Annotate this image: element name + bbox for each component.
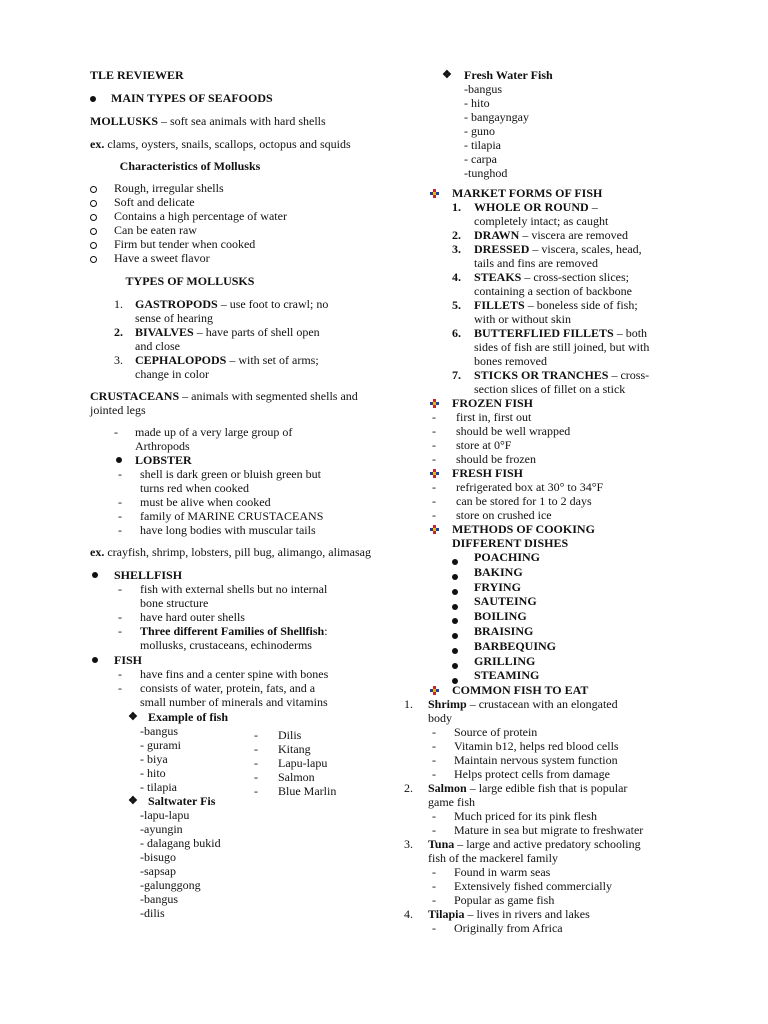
cooking-method-text: SAUTEING bbox=[474, 594, 537, 609]
page-title: TLE REVIEWER bbox=[90, 68, 184, 82]
frozen-item-text: store at 0°F bbox=[456, 438, 512, 452]
methods-heading: METHODS OF COOKING bbox=[428, 522, 690, 536]
dash-marker: - bbox=[118, 523, 122, 537]
common-fish-fact-text: Vitamin b12, helps red blood cells bbox=[454, 739, 619, 754]
common-fish-number: 2. bbox=[404, 781, 413, 796]
market-form-number: 7. bbox=[452, 368, 461, 382]
characteristic-item bbox=[90, 181, 380, 195]
type-term: BIVALVES bbox=[135, 325, 194, 339]
common-fish-fact-text: Source of protein bbox=[454, 725, 538, 740]
market-form-desc-cont: sides of fish are still joined, but with bbox=[474, 340, 650, 354]
type-term: GASTROPODS bbox=[135, 297, 218, 311]
market-form-item bbox=[428, 298, 690, 312]
side-fish-item bbox=[254, 742, 336, 756]
type-number: 1. bbox=[114, 297, 123, 311]
common-fish-name: Tuna bbox=[428, 837, 455, 852]
market-form-desc: – boneless side of fish; bbox=[524, 298, 638, 312]
circle-bullet-icon bbox=[90, 209, 97, 223]
type-desc: – use foot to crawl; no bbox=[217, 297, 329, 311]
dash-marker: - bbox=[118, 582, 122, 596]
lobster-item-text: must be alive when cooked bbox=[140, 495, 271, 509]
common-fish-fact bbox=[402, 753, 690, 767]
side-fish-item bbox=[254, 770, 336, 784]
side-fish-item-text: Dilis bbox=[278, 728, 302, 742]
market-form-desc-cont: section slices of fillet on a stick bbox=[474, 382, 626, 396]
common-fish-number: 1. bbox=[404, 697, 413, 712]
characteristic-item-text: Rough, irregular shells bbox=[114, 181, 224, 195]
crust-dash-item: - made up of a very large group of bbox=[114, 425, 293, 439]
market-form-item bbox=[428, 270, 690, 284]
dash-marker: - bbox=[118, 509, 122, 523]
fresh-item bbox=[428, 494, 690, 508]
right-column bbox=[404, 68, 690, 936]
dash-marker: - bbox=[432, 809, 436, 824]
bullet-icon bbox=[116, 457, 122, 463]
common-fish-desc-cont: body bbox=[428, 711, 452, 726]
dash-marker: - bbox=[432, 739, 436, 754]
example-fish-item: - hito bbox=[140, 766, 166, 780]
characteristics-list bbox=[90, 181, 380, 265]
fish-item-text: consists of water, protein, fats, and a bbox=[140, 681, 316, 695]
freshwater-heading: ❖ Fresh Water Fish bbox=[442, 68, 553, 82]
shellfish-families: - Three different Families of Shellfish: bbox=[118, 624, 328, 638]
common-list bbox=[402, 697, 690, 935]
type-item bbox=[90, 325, 380, 339]
dash-marker: - bbox=[432, 767, 436, 782]
market-form-desc: – both bbox=[613, 326, 648, 340]
dash-marker: - bbox=[432, 823, 436, 838]
circle-bullet-icon bbox=[90, 181, 97, 195]
characteristic-item bbox=[90, 209, 380, 223]
side-fish-item bbox=[254, 728, 336, 742]
market-form-number: 3. bbox=[452, 242, 461, 256]
frozen-item bbox=[428, 424, 690, 438]
dash-marker: - bbox=[118, 681, 122, 695]
fish-heading: FISH bbox=[90, 653, 380, 667]
type-item bbox=[90, 353, 380, 367]
market-form-desc: – viscera, scales, head, bbox=[529, 242, 642, 256]
shellfish-heading: SHELLFISH bbox=[90, 568, 380, 582]
dash-marker: - bbox=[432, 893, 436, 908]
fresh-item bbox=[428, 508, 690, 522]
common-fish-desc: – crustacean with an elongated bbox=[466, 697, 618, 712]
lobster-item bbox=[90, 509, 380, 523]
common-fish-fact bbox=[402, 725, 690, 739]
methods-heading-cont: DIFFERENT DISHES bbox=[452, 536, 569, 550]
mollusks-examples: ex. clams, oysters, snails, scallops, octopus and squids bbox=[90, 137, 351, 151]
common-fish-desc-cont: game fish bbox=[428, 795, 475, 810]
type-desc-cont: sense of hearing bbox=[135, 311, 213, 325]
market-form-term: FILLETS bbox=[474, 298, 525, 312]
saltwater-heading: ❖ Saltwater Fis bbox=[128, 794, 216, 808]
market-form-number: 5. bbox=[452, 298, 461, 312]
market-form-term: BUTTERFLIED FILLETS bbox=[474, 326, 614, 340]
example-fish-item: - gurami bbox=[140, 738, 181, 752]
market-form-item bbox=[428, 326, 690, 340]
market-form-desc: – bbox=[588, 200, 598, 214]
market-form-desc-cont: tails and fins are removed bbox=[474, 256, 598, 270]
dash-marker: - bbox=[432, 921, 436, 936]
dash-marker: - bbox=[118, 610, 122, 624]
cooking-method bbox=[428, 550, 690, 565]
characteristic-item bbox=[90, 251, 380, 265]
common-fish-fact-text: Extensively fished commercially bbox=[454, 879, 612, 894]
market-form-number: 1. bbox=[452, 200, 461, 214]
circle-bullet-icon bbox=[90, 237, 97, 251]
dash-marker: - bbox=[118, 667, 122, 681]
market-list bbox=[428, 200, 690, 396]
bullet-icon bbox=[92, 657, 98, 663]
diamond-bullet-icon: ❖ bbox=[128, 711, 138, 723]
type-number: 2. bbox=[114, 325, 123, 339]
common-fish-item bbox=[402, 697, 690, 711]
cooking-method bbox=[428, 668, 690, 683]
common-fish-fact bbox=[402, 893, 690, 907]
market-form-number: 2. bbox=[452, 228, 461, 242]
circle-bullet-icon bbox=[90, 223, 97, 237]
characteristic-item bbox=[90, 195, 380, 209]
types-list bbox=[90, 297, 380, 381]
saltwater-fish-item: - dalagang bukid bbox=[140, 836, 221, 850]
saltwater-fish-item: -sapsap bbox=[140, 864, 176, 878]
cooking-method bbox=[428, 639, 690, 654]
bullet-icon bbox=[92, 572, 98, 578]
common-fish-number: 4. bbox=[404, 907, 413, 922]
dash-marker: - bbox=[432, 452, 436, 466]
type-desc-cont: change in color bbox=[135, 367, 209, 381]
shellfish-families-cont: mollusks, crustaceans, echinoderms bbox=[140, 638, 312, 652]
type-item bbox=[90, 297, 380, 311]
fish-item-text: have fins and a center spine with bones bbox=[140, 667, 329, 681]
market-form-item bbox=[428, 368, 690, 382]
cooking-method-text: FRYING bbox=[474, 579, 521, 594]
lobster-item bbox=[90, 467, 380, 481]
cooking-method-text: BRAISING bbox=[474, 623, 534, 638]
side-fish-item bbox=[254, 756, 336, 770]
fresh-heading: FRESH FISH bbox=[428, 466, 690, 480]
market-heading: MARKET FORMS OF FISH bbox=[428, 186, 690, 200]
diamond-bullet-icon: ❖ bbox=[442, 69, 452, 81]
fresh-item-text: refrigerated box at 30° to 34°F bbox=[456, 480, 604, 494]
saltwater-list bbox=[90, 808, 380, 920]
cooking-method-text: BARBEQUING bbox=[474, 638, 557, 653]
cooking-method-text: POACHING bbox=[474, 550, 540, 564]
common-fish-fact bbox=[402, 823, 690, 837]
characteristics-heading: Characteristics of Mollusks bbox=[119, 159, 261, 173]
dash-marker: - bbox=[432, 494, 436, 508]
frozen-item-text: should be frozen bbox=[456, 452, 536, 466]
common-fish-desc: – lives in rivers and lakes bbox=[464, 907, 590, 922]
saltwater-fish-item: -galunggong bbox=[140, 878, 201, 892]
characteristic-item bbox=[90, 223, 380, 237]
dash-marker: - bbox=[254, 756, 258, 770]
market-form-term: STICKS OR TRANCHES bbox=[474, 368, 609, 382]
frozen-item bbox=[428, 452, 690, 466]
frozen-item bbox=[428, 410, 690, 424]
common-fish-fact bbox=[402, 921, 690, 935]
lobster-item-text: shell is dark green or bluish green but bbox=[140, 467, 321, 481]
dash-marker: - bbox=[432, 424, 436, 438]
market-form-item bbox=[428, 242, 690, 256]
fish-list bbox=[90, 667, 380, 709]
crustaceans-examples: ex. crayfish, shrimp, lobsters, pill bug, alimango, alimasag bbox=[90, 545, 371, 559]
example-fish-item: - tilapia bbox=[140, 780, 177, 794]
characteristic-item bbox=[90, 237, 380, 251]
fish-item-cont: small number of minerals and vitamins bbox=[140, 695, 328, 709]
common-fish-name: Shrimp bbox=[428, 697, 467, 712]
common-fish-item bbox=[402, 781, 690, 795]
freshwater-fish-item: -bangus bbox=[464, 82, 502, 96]
freshwater-fish-item: - carpa bbox=[464, 152, 497, 166]
cooking-method-text: STEAMING bbox=[474, 668, 540, 683]
dash-marker: - bbox=[432, 480, 436, 494]
common-fish-fact-text: Helps protect cells from damage bbox=[454, 767, 610, 782]
side-fish-item-text: Lapu-lapu bbox=[278, 756, 328, 770]
cooking-method bbox=[428, 594, 690, 609]
colored-plus-icon bbox=[430, 686, 439, 695]
dash-marker: - bbox=[118, 467, 122, 481]
side-fish-item bbox=[254, 784, 336, 798]
type-desc: – with set of arms; bbox=[226, 353, 319, 367]
frozen-item-text: should be well wrapped bbox=[456, 424, 571, 438]
dash-marker: - bbox=[254, 770, 258, 784]
common-fish-desc: – large and active predatory schooling bbox=[454, 837, 641, 852]
fresh-item bbox=[428, 480, 690, 494]
market-form-desc-cont: with or without skin bbox=[474, 312, 572, 326]
diamond-bullet-icon: ❖ bbox=[128, 795, 138, 807]
crust-dash-item-cont: Arthropods bbox=[135, 439, 190, 453]
lobster-item bbox=[90, 495, 380, 509]
characteristic-item-text: Soft and delicate bbox=[114, 195, 195, 209]
cooking-method bbox=[428, 609, 690, 624]
freshwater-fish-item: - tilapia bbox=[464, 138, 501, 152]
dash-marker: - bbox=[432, 879, 436, 894]
left-column bbox=[90, 68, 380, 920]
main-types-heading: MAIN TYPES OF SEAFOODS bbox=[90, 91, 380, 105]
saltwater-fish-item: -bisugo bbox=[140, 850, 176, 864]
common-fish-item bbox=[402, 837, 690, 851]
dash-marker: - bbox=[254, 742, 258, 756]
common-fish-number: 3. bbox=[404, 837, 413, 852]
bullet-icon bbox=[90, 96, 96, 102]
fresh-list bbox=[428, 480, 690, 522]
common-fish-fact-text: Mature in sea but migrate to freshwater bbox=[454, 823, 644, 838]
common-fish-name: Tilapia bbox=[428, 907, 465, 922]
circle-bullet-icon bbox=[90, 251, 97, 265]
colored-plus-icon bbox=[430, 469, 439, 478]
fresh-item-text: store on crushed ice bbox=[456, 508, 552, 522]
market-form-item bbox=[428, 200, 690, 214]
characteristic-item-text: Firm but tender when cooked bbox=[114, 237, 256, 251]
saltwater-fish-item: -bangus bbox=[140, 892, 178, 906]
cooking-method bbox=[428, 654, 690, 669]
cooking-method-text: GRILLING bbox=[474, 653, 536, 668]
shellfish-list bbox=[90, 582, 380, 624]
dash-marker: - bbox=[432, 438, 436, 452]
dash-marker: - bbox=[432, 865, 436, 880]
shellfish-item-text: have hard outer shells bbox=[140, 610, 245, 624]
shellfish-item bbox=[90, 582, 380, 596]
fish-item bbox=[90, 681, 380, 695]
lobster-list bbox=[90, 467, 380, 537]
type-term: CEPHALOPODS bbox=[135, 353, 227, 367]
market-form-term: DRESSED bbox=[474, 242, 530, 256]
dash-marker: - bbox=[254, 784, 258, 798]
dash-marker: - bbox=[432, 410, 436, 424]
characteristic-item-text: Contains a high percentage of water bbox=[114, 209, 287, 223]
market-form-desc: – cross- bbox=[608, 368, 650, 382]
cooking-method bbox=[428, 580, 690, 595]
cooking-method bbox=[428, 565, 690, 580]
freshwater-fish-item: -tunghod bbox=[464, 166, 508, 180]
side-list bbox=[254, 728, 336, 798]
common-fish-fact bbox=[402, 809, 690, 823]
common-fish-fact bbox=[402, 865, 690, 879]
saltwater-fish-item: -dilis bbox=[140, 906, 165, 920]
common-fish-fact bbox=[402, 767, 690, 781]
cooking-method-text: BAKING bbox=[474, 564, 523, 579]
type-desc: – have parts of shell open bbox=[193, 325, 320, 339]
shellfish-item-text: fish with external shells but no internal bbox=[140, 582, 328, 596]
example-heading: ❖ Example of fish bbox=[128, 710, 229, 724]
lobster-item-text: family of MARINE CRUSTACEANS bbox=[140, 509, 324, 523]
characteristic-item-text: Have a sweet flavor bbox=[114, 251, 210, 265]
side-fish-item-text: Kitang bbox=[278, 742, 311, 756]
circle-bullet-icon bbox=[90, 195, 97, 209]
common-fish-name: Salmon bbox=[428, 781, 467, 796]
saltwater-fish-item: -ayungin bbox=[140, 822, 183, 836]
lobster-item-text: have long bodies with muscular tails bbox=[140, 523, 316, 537]
example-fish-item: - biya bbox=[140, 752, 168, 766]
dash-marker: - bbox=[118, 495, 122, 509]
market-form-desc: – cross-section slices; bbox=[521, 270, 630, 284]
market-form-number: 4. bbox=[452, 270, 461, 284]
colored-plus-icon bbox=[430, 189, 439, 198]
types-heading: TYPES OF MOLLUSKS bbox=[125, 274, 255, 288]
common-fish-fact bbox=[402, 879, 690, 893]
market-form-term: STEAKS bbox=[474, 270, 522, 284]
market-form-desc-cont: containing a section of backbone bbox=[474, 284, 632, 298]
fresh-item-text: can be stored for 1 to 2 days bbox=[456, 494, 592, 508]
dash-marker: - bbox=[432, 508, 436, 522]
dash-marker: - bbox=[254, 728, 258, 742]
type-number: 3. bbox=[114, 353, 123, 367]
lobster-item-cont: turns red when cooked bbox=[140, 481, 249, 495]
freshwater-fish-item: - bangayngay bbox=[464, 110, 529, 124]
colored-plus-icon bbox=[430, 399, 439, 408]
example-fish-item: -bangus bbox=[140, 724, 178, 738]
crustaceans-definition: CRUSTACEANS – animals with segmented shells and jointed legs bbox=[90, 389, 358, 417]
methods-list bbox=[428, 550, 690, 683]
type-desc-cont: and close bbox=[135, 339, 180, 353]
lobster-heading: LOBSTER bbox=[90, 453, 380, 467]
fish-examples bbox=[90, 710, 380, 920]
frozen-item-text: first in, first out bbox=[456, 410, 532, 424]
common-fish-fact-text: Found in warm seas bbox=[454, 865, 551, 880]
freshwater-fish-item: - hito bbox=[464, 96, 490, 110]
shellfish-item-cont: bone structure bbox=[140, 596, 209, 610]
frozen-item bbox=[428, 438, 690, 452]
common-fish-desc: – large edible fish that is popular bbox=[466, 781, 628, 796]
frozen-heading: FROZEN FISH bbox=[428, 396, 690, 410]
cooking-method-text: BOILING bbox=[474, 609, 527, 624]
saltwater-fish-item: -lapu-lapu bbox=[140, 808, 190, 822]
common-fish-fact-text: Much priced for its pink flesh bbox=[454, 809, 597, 824]
shellfish-item bbox=[90, 610, 380, 624]
example-list bbox=[90, 724, 380, 794]
common-fish-fact-text: Originally from Africa bbox=[454, 921, 563, 936]
market-form-desc-cont: bones removed bbox=[474, 354, 547, 368]
mollusks-definition: MOLLUSKS – soft sea animals with hard shells bbox=[90, 114, 326, 128]
common-fish-item bbox=[402, 907, 690, 921]
freshwater-list bbox=[428, 82, 690, 180]
common-fish-desc-cont: fish of the mackerel family bbox=[428, 851, 558, 866]
market-form-number: 6. bbox=[452, 326, 461, 340]
common-fish-fact-text: Maintain nervous system function bbox=[454, 753, 618, 768]
freshwater-fish-item: - guno bbox=[464, 124, 495, 138]
colored-plus-icon bbox=[430, 525, 439, 534]
dash-marker: - bbox=[432, 725, 436, 740]
characteristic-item-text: Can be eaten raw bbox=[114, 223, 197, 237]
cooking-method bbox=[428, 624, 690, 639]
side-fish-item-text: Salmon bbox=[278, 770, 315, 784]
common-heading: COMMON FISH TO EAT bbox=[428, 683, 690, 697]
side-fish-item-text: Blue Marlin bbox=[278, 784, 337, 798]
market-form-item bbox=[428, 228, 690, 242]
common-fish-fact-text: Popular as game fish bbox=[454, 893, 555, 908]
lobster-item bbox=[90, 523, 380, 537]
dash-marker: - bbox=[432, 753, 436, 768]
fish-item bbox=[90, 667, 380, 681]
market-form-desc-cont: completely intact; as caught bbox=[474, 214, 609, 228]
market-form-term: WHOLE OR ROUND bbox=[474, 200, 589, 214]
market-form-desc: – viscera are removed bbox=[519, 228, 628, 242]
common-fish-fact bbox=[402, 739, 690, 753]
market-form-term: DRAWN bbox=[474, 228, 520, 242]
frozen-list bbox=[428, 410, 690, 466]
